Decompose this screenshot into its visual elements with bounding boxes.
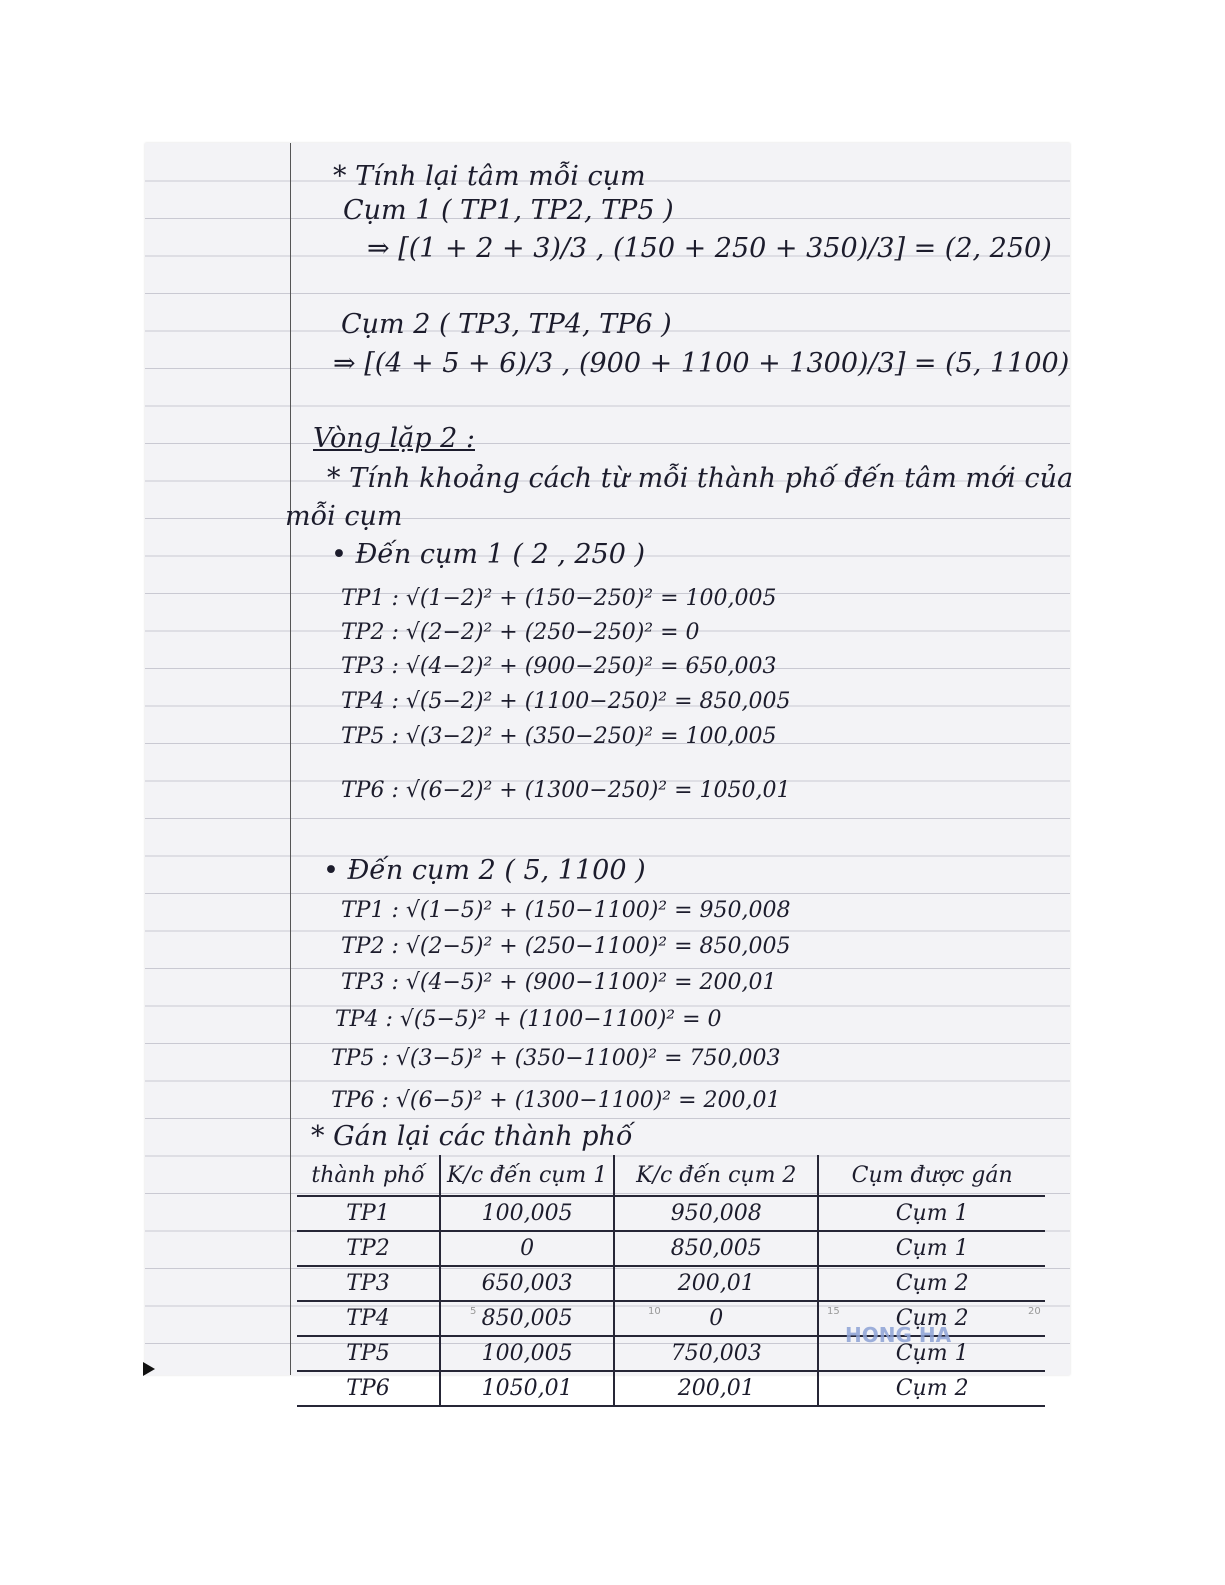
table-cell: 200,01 <box>614 1266 818 1301</box>
table-cell: Cụm 2 <box>818 1266 1045 1301</box>
table-cell: 850,005 <box>440 1301 614 1336</box>
ruler-mark: 20 <box>1028 1306 1041 1317</box>
table-cell: 950,008 <box>614 1196 818 1231</box>
table-header-row <box>297 1155 1045 1196</box>
table-cell: Cụm 1 <box>818 1231 1045 1266</box>
assignment-table <box>297 1155 1045 1407</box>
table-cell: 0 <box>440 1231 614 1266</box>
distance-row: TP2 : √(2−2)² + (250−250)² = 0 <box>341 620 700 645</box>
table-cell: TP2 <box>297 1231 440 1266</box>
to-cluster1-heading: • Đến cụm 1 ( 2 , 250 ) <box>331 539 646 570</box>
table-cell: TP3 <box>297 1266 440 1301</box>
distance-row: TP4 : √(5−2)² + (1100−250)² = 850,005 <box>341 689 791 714</box>
table-cell: Cụm 2 <box>818 1301 1045 1336</box>
column-header: thành phố <box>297 1155 440 1196</box>
distance-row: TP5 : √(3−5)² + (350−1100)² = 750,003 <box>331 1046 781 1071</box>
distance-row: TP1 : √(1−5)² + (150−1100)² = 950,008 <box>341 898 791 923</box>
column-header: K/c đến cụm 2 <box>614 1155 818 1196</box>
heading-recompute: * Tính lại tâm mỗi cụm <box>333 161 646 192</box>
brand-watermark: HONG HA <box>845 1323 952 1347</box>
ruler-mark: 15 <box>827 1306 840 1317</box>
loop-title: Vòng lặp 2 : <box>313 423 475 454</box>
table-cell: TP5 <box>297 1336 440 1371</box>
table-cell: TP1 <box>297 1196 440 1231</box>
table-cell: 0 <box>614 1301 818 1336</box>
distance-heading: * Tính khoảng cách từ mỗi thành phố đến tâm mới của <box>327 463 1074 494</box>
table-cell: 1050,01 <box>440 1371 614 1406</box>
cluster1-calc: ⇒ [(1 + 2 + 3)/3 , (150 + 250 + 350)/3] = (2, 250) <box>367 233 1052 264</box>
ruler-mark: 5 <box>470 1306 477 1317</box>
table-cell: 100,005 <box>440 1336 614 1371</box>
corner-arrow-icon <box>143 1362 155 1376</box>
table-cell: 750,003 <box>614 1336 818 1371</box>
distance-row: TP2 : √(2−5)² + (250−1100)² = 850,005 <box>341 934 791 959</box>
margin-line <box>290 143 291 1375</box>
distance-row: TP1 : √(1−2)² + (150−250)² = 100,005 <box>341 586 777 611</box>
distance-row: TP3 : √(4−2)² + (900−250)² = 650,003 <box>341 654 777 679</box>
distance-row: TP5 : √(3−2)² + (350−250)² = 100,005 <box>341 724 777 749</box>
table-row <box>297 1371 1045 1406</box>
to-cluster2-heading: • Đến cụm 2 ( 5, 1100 ) <box>323 855 646 886</box>
reassign-heading: * Gán lại các thành phố <box>311 1121 633 1152</box>
table-cell: Cụm 1 <box>818 1196 1045 1231</box>
table-cell: 850,005 <box>614 1231 818 1266</box>
table-cell: 100,005 <box>440 1196 614 1231</box>
table-cell: TP4 <box>297 1301 440 1336</box>
distance-row: TP4 : √(5−5)² + (1100−1100)² = 0 <box>335 1007 722 1032</box>
column-header: Cụm được gán <box>818 1155 1045 1196</box>
table-row <box>297 1266 1045 1301</box>
column-header: K/c đến cụm 1 <box>440 1155 614 1196</box>
distance-row: TP3 : √(4−5)² + (900−1100)² = 200,01 <box>341 970 777 995</box>
table-cell: TP6 <box>297 1371 440 1406</box>
table-row <box>297 1231 1045 1266</box>
table-cell: Cụm 1 <box>818 1336 1045 1371</box>
table-cell: 650,003 <box>440 1266 614 1301</box>
distance-row: TP6 : √(6−2)² + (1300−250)² = 1050,01 <box>341 778 791 803</box>
ruler-mark: 10 <box>648 1306 661 1317</box>
cluster1-members: Cụm 1 ( TP1, TP2, TP5 ) <box>343 195 674 226</box>
notebook-page <box>145 143 1074 1401</box>
distance-row: TP6 : √(6−5)² + (1300−1100)² = 200,01 <box>331 1088 781 1113</box>
cluster2-calc: ⇒ [(4 + 5 + 6)/3 , (900 + 1100 + 1300)/3] = (5, 1100) <box>333 348 1070 379</box>
table-row <box>297 1196 1045 1231</box>
cluster2-members: Cụm 2 ( TP3, TP4, TP6 ) <box>341 309 672 340</box>
table-cell: Cụm 2 <box>818 1371 1045 1406</box>
distance-heading-cont: mỗi cụm <box>285 501 403 532</box>
table-cell: 200,01 <box>614 1371 818 1406</box>
